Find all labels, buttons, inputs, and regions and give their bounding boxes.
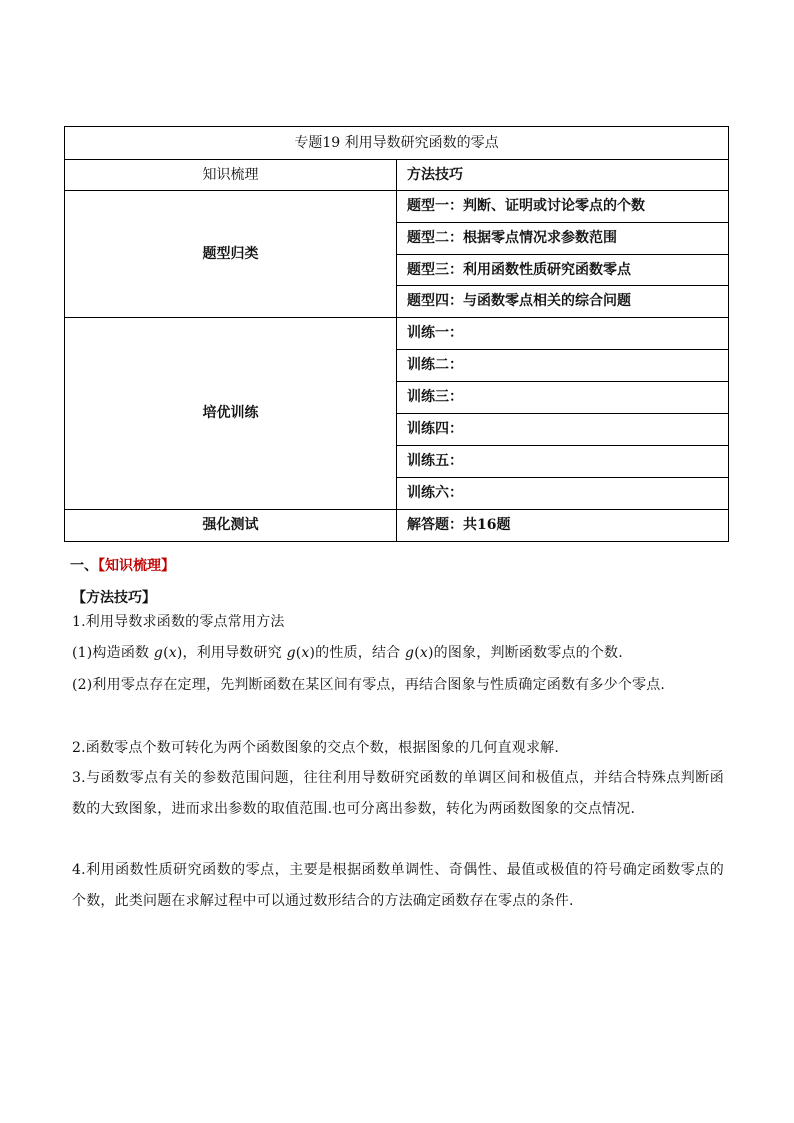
text-run: ( [163,645,169,661]
outline-table [64,126,729,542]
text-run: ( [295,645,302,661]
math-var: x [301,645,310,661]
paragraph-2 [72,638,724,669]
math-var: g [405,645,415,661]
math-var: x [419,645,428,661]
text-run: (1)构造函数 [72,645,154,661]
math-var: x [168,645,177,661]
section-prefix: 一、 [70,558,98,574]
paragraph-4: 2.函数零点个数可转化为两个函数图象的交点个数，根据图象的几何直观求解. [72,740,560,756]
training-item: 训练六： [397,478,729,510]
text-run: ( [414,645,420,661]
math-var: g [153,645,164,661]
training-item: 训练三： [397,382,729,414]
text-run: )，利用导数研究 [176,645,287,661]
paragraph-5: 3.与函数零点有关的参数范围问题，往往利用导数研究函数的单调区间和极值点，并结合特殊点判断函数的大致图象，进而求出参数的取值范围.也可分离出参数，转化为两函数图象的交点情况. [72,770,724,817]
label-test: 强化测试 [65,510,397,542]
type-item: 题型三：利用函数性质研究函数零点 [397,255,729,286]
type-item: 题型一：判断、证明或讨论零点的个数 [397,191,729,223]
training-item: 训练一： [397,318,729,350]
training-item: 训练四： [397,414,729,446]
section-heading [70,555,175,575]
training-item: 训练五： [397,446,729,478]
label-knowledge: 知识梳理 [65,160,397,191]
type-item: 题型二：根据零点情况求参数范围 [397,223,729,255]
table-title: 专题19 利用导数研究函数的零点 [65,127,729,160]
label-types: 题型归类 [65,191,397,318]
training-item: 训练二： [397,350,729,382]
value-knowledge: 方法技巧 [397,160,729,191]
type-item: 题型四：与函数零点相关的综合问题 [397,286,729,318]
subsection-heading: 【方法技巧】 [72,590,156,606]
paragraph-1: 1.利用导数求函数的零点常用方法 [72,614,285,630]
math-var: g [286,645,296,661]
label-training: 培优训练 [65,318,397,510]
paragraph-6: 4.利用函数性质研究函数的零点，主要是根据函数单调性、奇偶性、最值或极值的符号确定函数零点的个数，此类问题在求解过程中可以通过数形结合的方法确定函数存在零点的条件. [72,862,724,909]
value-test: 解答题：共16题 [397,510,729,542]
paragraph-3: (2)利用零点存在定理，先判断函数在某区间有零点，再结合图象与性质确定函数有多少个零点. [72,677,666,693]
text-run: )的图象，判断函数零点的个数. [427,645,623,661]
text-run: )的性质，结合 [309,645,406,661]
section-title: 【知识梳理】 [98,558,175,574]
